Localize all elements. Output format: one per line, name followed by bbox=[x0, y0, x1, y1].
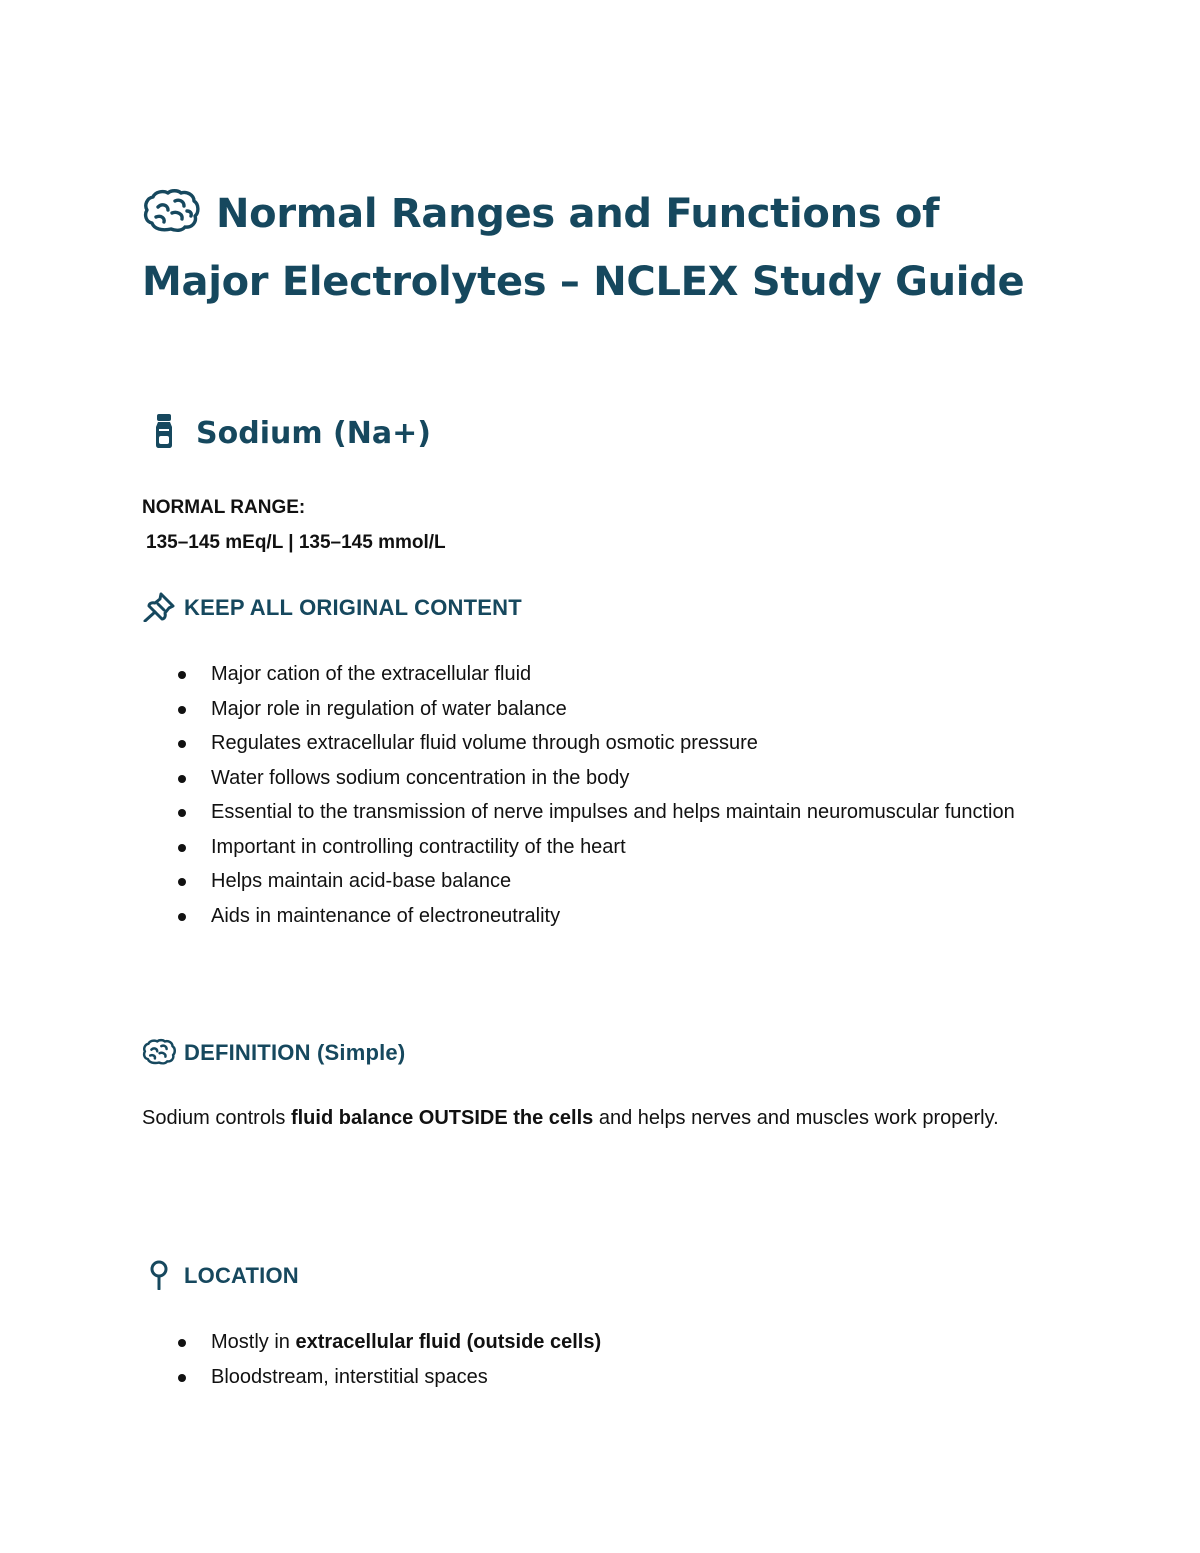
pushpin-icon bbox=[142, 592, 176, 622]
definition-text: Sodium controls fluid balance OUTSIDE the cells and helps nerves and muscles work properly. bbox=[142, 1107, 999, 1129]
section-heading-sodium: Sodium (Na+) bbox=[150, 412, 431, 456]
list-item: Aids in maintenance of electroneutrality bbox=[176, 899, 1076, 934]
normal-range-value: 135–145 mEq/L | 135–145 mmol/L bbox=[146, 532, 446, 553]
list-item: Regulates extracellular fluid volume through osmotic pressure bbox=[176, 726, 1076, 761]
definition-heading: DEFINITION (Simple) bbox=[142, 1037, 405, 1069]
location-list bbox=[176, 1325, 1076, 1394]
functions-list bbox=[176, 657, 1076, 933]
round-pushpin-icon bbox=[142, 1260, 176, 1290]
list-item: Mostly in extracellular fluid (outside cells) bbox=[176, 1325, 1076, 1360]
salt-shaker-icon bbox=[150, 413, 178, 449]
keep-content-heading: KEEP ALL ORIGINAL CONTENT bbox=[142, 592, 522, 624]
brain-icon bbox=[142, 1037, 176, 1067]
document-title: Normal Ranges and Functions of Major Electrolytes – NCLEX Study Guide bbox=[142, 191, 1025, 305]
list-item: Essential to the transmission of nerve impulses and helps maintain neuromuscular function bbox=[176, 795, 1061, 830]
brain-icon bbox=[142, 189, 200, 233]
list-item: Bloodstream, interstitial spaces bbox=[176, 1360, 1076, 1395]
list-item: Major role in regulation of water balance bbox=[176, 692, 1076, 727]
list-item: Major cation of the extracellular fluid bbox=[176, 657, 1076, 692]
list-item: Helps maintain acid-base balance bbox=[176, 864, 1076, 899]
location-heading: LOCATION bbox=[142, 1260, 299, 1292]
normal-range-label: NORMAL RANGE: bbox=[142, 497, 306, 518]
list-item: Water follows sodium concentration in the body bbox=[176, 761, 1076, 796]
list-item: Important in controlling contractility of the heart bbox=[176, 830, 1076, 865]
